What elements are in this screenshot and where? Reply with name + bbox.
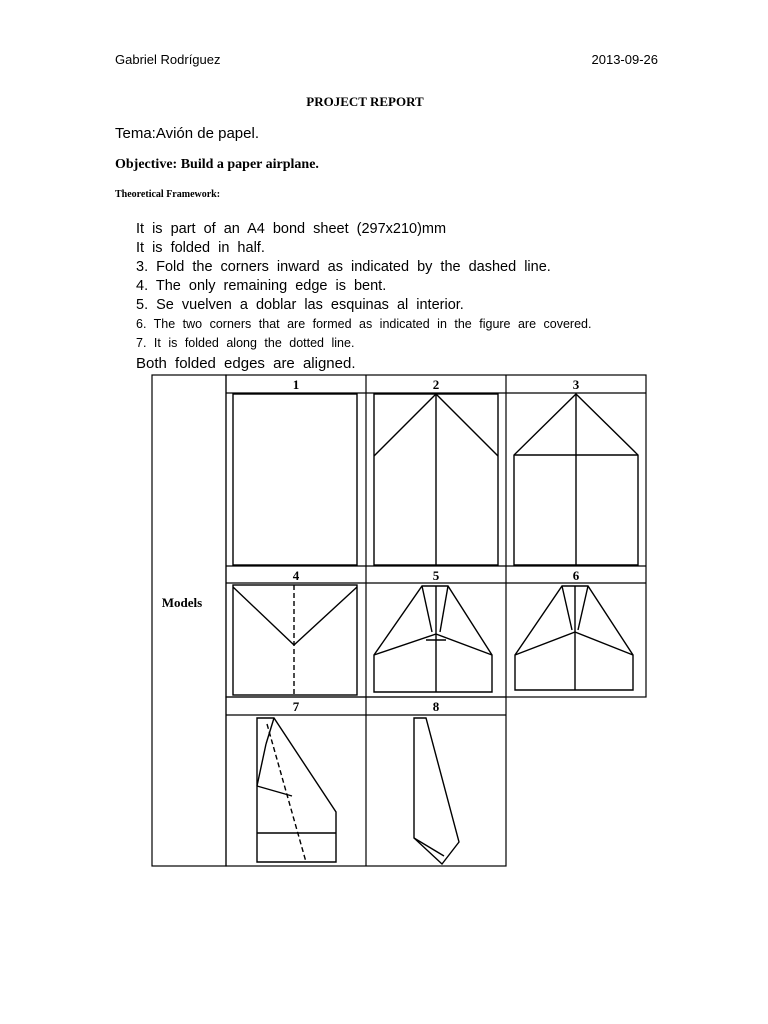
cell-number: 3 <box>572 377 580 392</box>
step-item: 3. Fold the corners inward as indicated by the dashed line. <box>136 259 551 275</box>
step-item: 4. The only remaining edge is bent. <box>136 278 387 294</box>
fold-diagram-6 <box>515 586 633 690</box>
cell-number: 6 <box>572 568 580 583</box>
cell-number: 4 <box>292 568 300 583</box>
step-item: 7. It is folded along the dotted line. <box>136 336 355 350</box>
cell-number: 7 <box>292 699 300 714</box>
row-label-models: Models <box>161 595 203 610</box>
cell-number: 1 <box>292 377 300 392</box>
framework-heading: Theoretical Framework: <box>115 189 221 200</box>
fold-diagram-7 <box>257 718 336 862</box>
cell-number: 8 <box>432 699 440 714</box>
cell-number: 2 <box>432 377 440 392</box>
table-label-column <box>152 375 226 866</box>
author-name: Gabriel Rodríguez <box>115 52 221 67</box>
step-item: Both folded edges are aligned. <box>136 355 356 372</box>
step-item: It is folded in half. <box>136 240 265 256</box>
step-item: 6. The two corners that are formed as indicated in the figure are covered. <box>136 317 592 331</box>
page-title: PROJECT REPORT <box>306 94 424 109</box>
cell-number: 5 <box>432 568 440 583</box>
report-date: 2013-09-26 <box>591 52 658 67</box>
step-item: 5. Se vuelven a doblar las esquinas al interior. <box>136 297 464 313</box>
fold-diagram-8 <box>414 718 459 864</box>
fold-diagram-3 <box>514 394 638 565</box>
topic-line: Tema:Avión de papel. <box>115 125 259 142</box>
fold-diagram-1 <box>233 394 357 565</box>
fold-diagram-2 <box>374 394 498 565</box>
step-item: It is part of an A4 bond sheet (297x210)mm <box>136 221 447 237</box>
objective-line: Objective: Build a paper airplane. <box>115 157 319 172</box>
fold-diagram-4 <box>233 585 357 695</box>
fold-diagram-5 <box>374 586 492 692</box>
